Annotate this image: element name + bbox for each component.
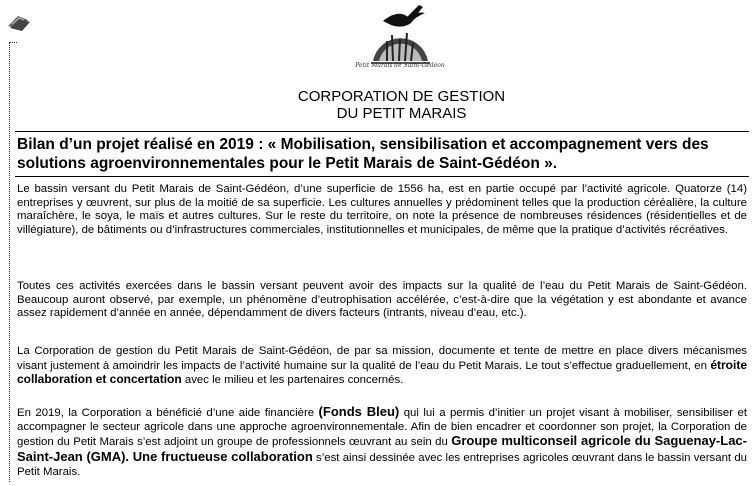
paragraph-1: Le bassin versant du Petit Marais de Saint-Gédéon, d’une superficie de 1556 ha, est en partie occupé par l’activité agricole. Quatorze (14) entreprises y œuvrent, sur plus de la moitié de sa superficie. Les cultures annuelles y prédominent telles que la production céréalière, la culture maraîchère, le soya, le maïs et autres cultures. Sur le reste du territoire, on note la présence de nombreuses résidences (résidentielles et de villégiature), de bâtiments ou d’infrastructures commerciales, institutionnelles et municipales, de même que la pratique d’activités récréatives.: [17, 183, 747, 237]
paragraph-3: [17, 345, 747, 388]
paragraph-3-emphasis: étroite collaboration et concertation: [17, 357, 747, 387]
paragraph-4-text-b: qui lui a permis d’initier un projet visant à mobiliser, sensibiliser et accompagner le secteur agricole dans une approche agroenvironnementale. Afin de bien encadrer et coordonner son projet, la Corporation de gestion du Petit Marais s’est adjoint un groupe de professionnels œuvrant au sein du: [17, 407, 747, 449]
paragraph-4: [17, 405, 747, 480]
paragraph-4-text-c: s’est ainsi dessinée avec les entreprises agricoles œuvrant dans le bassin versant du Petit Marais.: [17, 452, 747, 478]
org-name-line2: DU PETIT MARAIS: [336, 105, 467, 122]
paragraph-2: Toutes ces activités exercées dans le bassin versant peuvent avoir des impacts sur la qualité de l’eau du Petit Marais de Saint-Gédéon. Beaucoup auront observé, par exemple, un phénomène d’eutrophisation accélérée, c’est-à-dire que la végétation y est abondante et avance assez rapidement d’année en année, dépendamment de divers facteurs (intrants, niveau d’eau, etc.).: [17, 280, 747, 320]
paragraph-3-text-b: avec le milieu et les partenaires concernés.: [181, 374, 404, 387]
margin-tick: [9, 42, 17, 43]
paragraph-4-text-a: En 2019, la Corporation a bénéficié d’une aide financière: [17, 407, 319, 419]
page-flip-icon: [6, 12, 32, 32]
org-name-line1: CORPORATION DE GESTION: [297, 88, 506, 105]
paragraph-4-partner-name: Groupe multiconseil agricole du Saguenay-Lac-Saint-Jean (GMA). Une fructueuse collaboration: [17, 433, 747, 465]
report-title: Bilan d’un projet réalisé en 2019 : « Mobilisation, sensibilisation et accompagnement vers des solutions agroenvironnementales pour le Petit Marais de Saint-Gédéon ».: [15, 131, 749, 177]
paragraph-3-text-a: La Corporation de gestion du Petit Marais de Saint-Gédéon, de par sa mission, documente et tente de mettre en place divers mécanismes visant justement à amoindrir les impacts de l’activité humaine sur la qualité de l’eau du Petit Marais. Le tout s’effectue graduellement, en: [17, 345, 747, 372]
logo-caption: Petit Marais de Saint-Gédéon: [355, 62, 445, 69]
paragraph-4-fund-name: (Fonds Bleu): [318, 404, 400, 419]
marsh-logo: [353, 1, 448, 81]
